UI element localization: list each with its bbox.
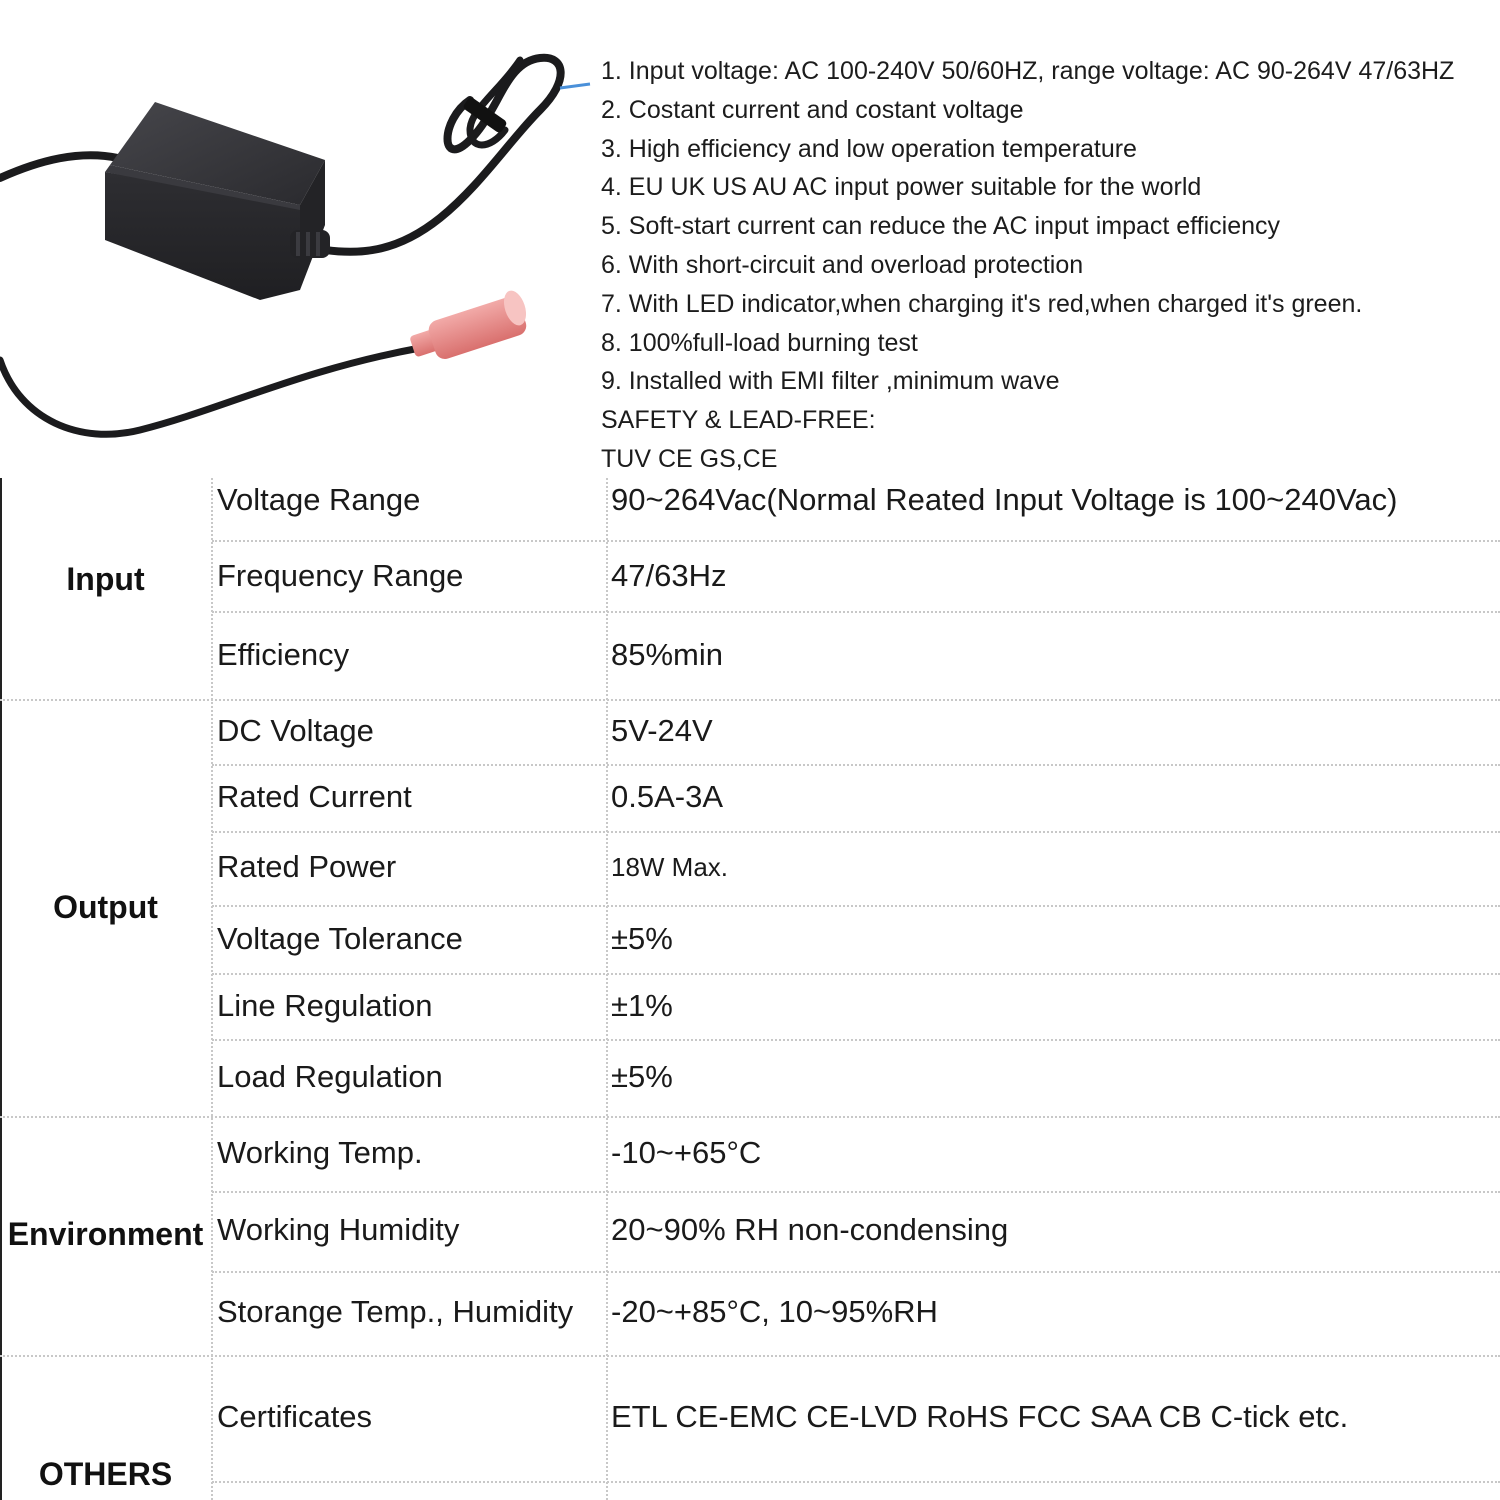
feature-item: 5. Soft-start current can reduce the AC input impact efficiency <box>601 212 1281 241</box>
table-left-border <box>0 478 2 1500</box>
spec-value: ±5% <box>611 1059 673 1094</box>
spec-value: 90~264Vac(Normal Reated Input Voltage is 100~240Vac) <box>611 482 1398 517</box>
spec-value: ±5% <box>611 921 673 956</box>
spec-name: Storange Temp., Humidity <box>217 1294 574 1329</box>
spec-value: 5V-24V <box>611 713 713 748</box>
feature-list <box>601 52 1496 479</box>
spec-value: 0.5A-3A <box>611 779 724 814</box>
spec-name: Certificates <box>217 1399 373 1434</box>
spec-name: DC Voltage <box>217 713 374 748</box>
section-divider <box>0 1116 1500 1118</box>
category-input: Input <box>66 561 145 597</box>
feature-item: 9. Installed with EMI filter ,minimum wave <box>601 367 1060 396</box>
row-divider <box>212 540 1500 542</box>
feature-item: 2. Costant current and costant voltage <box>601 95 1024 124</box>
safety-certs: TUV CE GS,CE <box>601 444 778 473</box>
feature-item: 3. High efficiency and low operation temperature <box>601 134 1137 163</box>
row-divider <box>212 973 1500 975</box>
spec-name: Load Regulation <box>217 1059 443 1094</box>
spec-name: Efficiency <box>217 637 350 672</box>
spec-value: -10~+65°C <box>611 1135 762 1170</box>
spec-name: Rated Power <box>217 849 397 884</box>
safety-heading: SAFETY & LEAD-FREE: <box>601 406 876 435</box>
feature-item: 4. EU UK US AU AC input power suitable for the world <box>601 173 1202 202</box>
spec-value: 85%min <box>611 637 723 672</box>
spec-name: Rated Current <box>217 779 412 814</box>
feature-item: 6. With short-circuit and overload protection <box>601 250 1084 279</box>
category-environment: Environment <box>7 1216 204 1252</box>
category-output: Output <box>53 889 158 925</box>
spec-value: -20~+85°C, 10~95%RH <box>611 1294 938 1329</box>
row-divider <box>212 764 1500 766</box>
spec-name: Voltage Tolerance <box>217 921 463 956</box>
section-divider <box>0 699 1500 701</box>
spec-name: Working Temp. <box>217 1135 423 1170</box>
row-divider <box>212 831 1500 833</box>
row-divider <box>212 1271 1500 1273</box>
category-others: OTHERS <box>38 1456 173 1492</box>
feature-item: 1. Input voltage: AC 100-240V 50/60HZ, range voltage: AC 90-264V 47/63HZ <box>601 57 1455 85</box>
spec-name: Working Humidity <box>217 1212 460 1247</box>
row-divider <box>212 1481 1500 1483</box>
row-divider <box>212 905 1500 907</box>
spec-name: Line Regulation <box>217 988 433 1023</box>
spec-value: ±1% <box>611 988 673 1023</box>
spec-name: Voltage Range <box>217 482 421 517</box>
row-divider <box>212 1191 1500 1193</box>
spec-value: 20~90% RH non-condensing <box>611 1212 1009 1247</box>
spec-value: 18W Max. <box>611 852 729 882</box>
row-divider <box>212 611 1500 613</box>
column-divider <box>606 478 608 1500</box>
spec-value: 47/63Hz <box>611 558 727 593</box>
row-divider <box>212 1039 1500 1041</box>
feature-item: 8. 100%full-load burning test <box>601 328 918 357</box>
column-divider <box>211 478 213 1500</box>
spec-name: Frequency Range <box>217 558 464 593</box>
spec-value: ETL CE-EMC CE-LVD RoHS FCC SAA CB C-tick etc. <box>611 1399 1349 1434</box>
feature-item: 7. With LED indicator,when charging it's red,when charged it's green. <box>601 289 1363 318</box>
section-divider <box>0 1355 1500 1357</box>
power-adapter-image <box>0 40 600 460</box>
